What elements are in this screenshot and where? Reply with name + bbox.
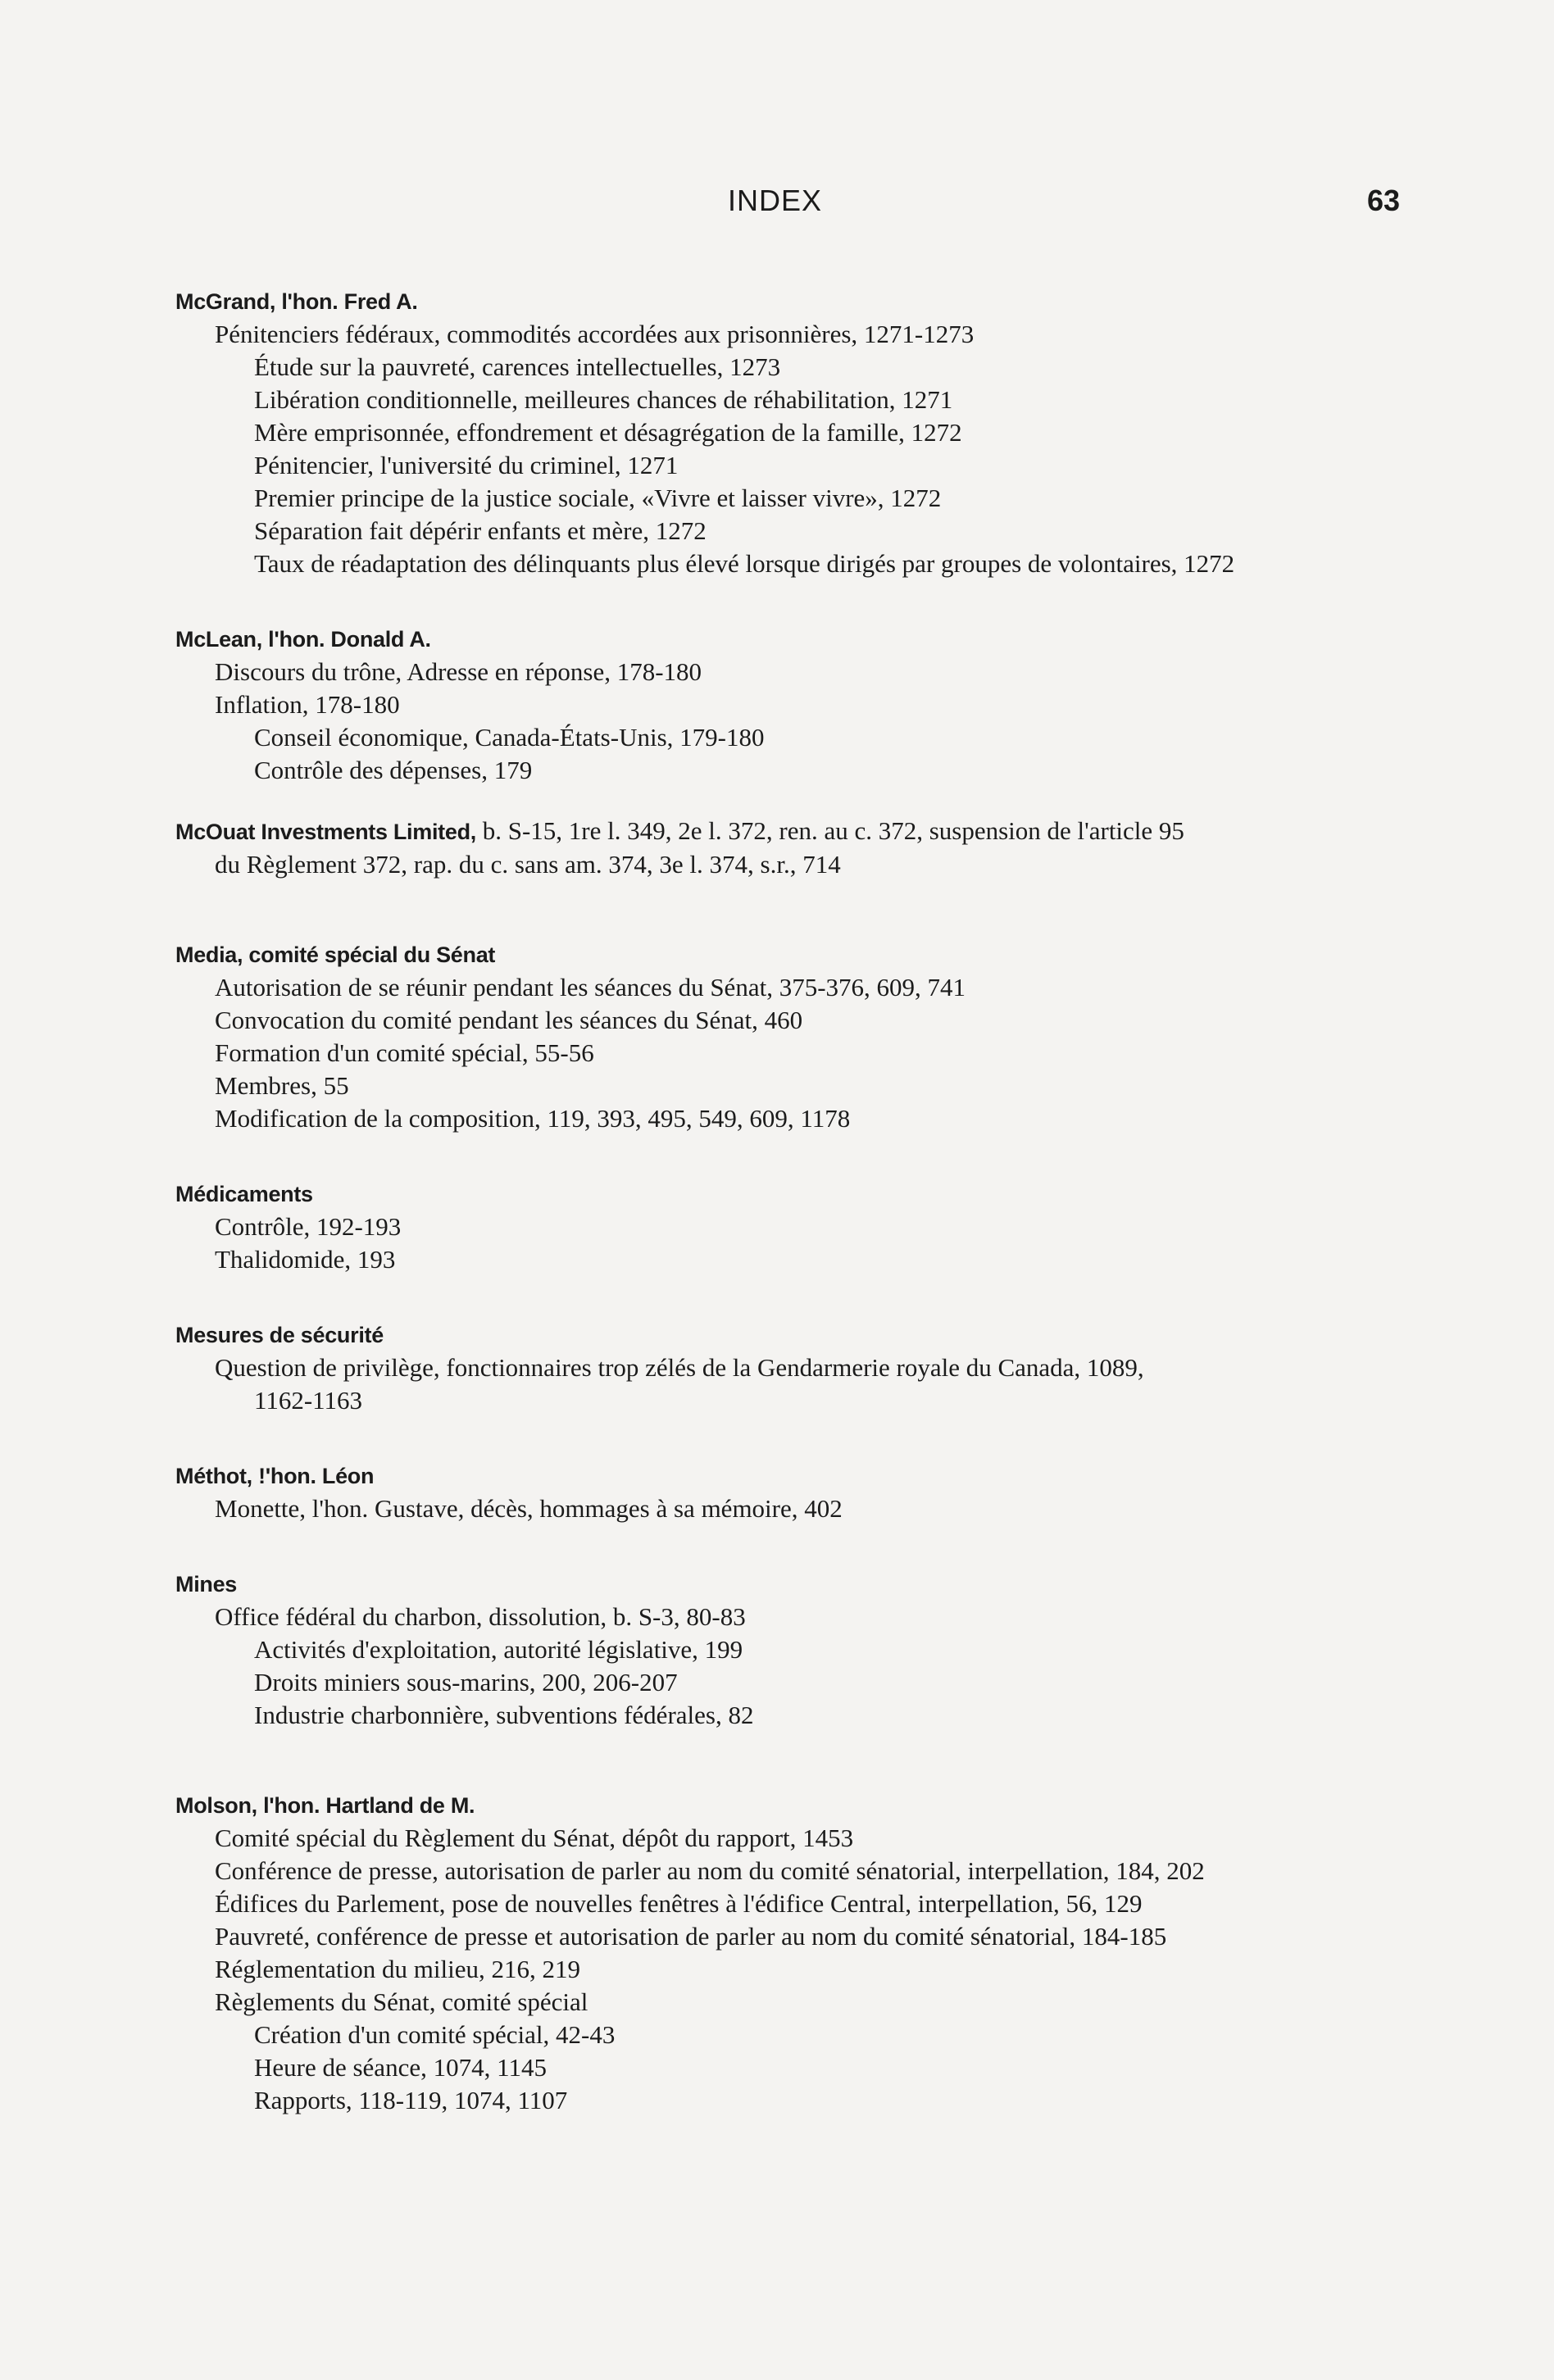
entry-subline: Séparation fait dépérir enfants et mère, 1272	[254, 516, 707, 545]
entry-line: Question de privilège, fonctionnaires trop zélés de la Gendarmerie royale du Canada, 1089,	[215, 1353, 1144, 1382]
entry-spacer	[175, 1135, 1454, 1178]
entry-line: Pauvreté, conférence de presse et autorisation de parler au nom du comité sénatorial, 184-185	[215, 1922, 1167, 1951]
entry-spacer	[175, 881, 1454, 938]
entry-line: Discours du trône, Adresse en réponse, 178-180	[215, 657, 702, 686]
entry-subline: Pénitencier, l'université du criminel, 1271	[254, 451, 679, 479]
entry-heading: McLean, l'hon. Donald A.	[175, 627, 431, 652]
index-entry-mines	[175, 1568, 1454, 1732]
entry-line: Monette, l'hon. Gustave, décès, hommages à sa mémoire, 402	[215, 1494, 843, 1523]
index-entry-media	[175, 938, 1454, 1135]
entry-subline: Rapports, 118-119, 1074, 1107	[254, 2086, 568, 2114]
entry-subline: Heure de séance, 1074, 1145	[254, 2053, 547, 2082]
index-entry-mcouat	[175, 815, 1454, 881]
index-entry-mcgrand	[175, 285, 1454, 580]
entry-subline: Étude sur la pauvreté, carences intellectuelles, 1273	[254, 352, 781, 381]
entry-heading: Mines	[175, 1572, 238, 1597]
entry-line: Contrôle, 192-193	[215, 1212, 402, 1241]
entry-line: Réglementation du milieu, 216, 219	[215, 1955, 580, 1983]
entry-spacer	[175, 787, 1454, 815]
entry-line: Modification de la composition, 119, 393, 495, 549, 609, 1178	[215, 1104, 851, 1133]
index-entry-medicaments	[175, 1178, 1454, 1276]
entry-subline: Libération conditionnelle, meilleures chances de réhabilitation, 1271	[254, 385, 953, 414]
entry-heading: Médicaments	[175, 1182, 313, 1206]
entry-continuation: du Règlement 372, rap. du c. sans am. 374, 3e l. 374, s.r., 714	[215, 850, 841, 879]
entry-spacer	[175, 580, 1454, 623]
entry-line: Règlements du Sénat, comité spécial	[215, 1987, 588, 2016]
entry-spacer	[175, 1732, 1454, 1789]
index-body	[175, 285, 1454, 2117]
entry-line: Formation d'un comité spécial, 55-56	[215, 1038, 594, 1067]
entry-continuation: 1162-1163	[254, 1386, 363, 1415]
entry-line: Autorisation de se réunir pendant les séances du Sénat, 375-376, 609, 741	[215, 973, 966, 1002]
entry-line: Office fédéral du charbon, dissolution, b. S-3, 80-83	[215, 1602, 746, 1631]
entry-line: Convocation du comité pendant les séances du Sénat, 460	[215, 1006, 803, 1034]
page-header	[0, 184, 1554, 225]
entry-subline: Conseil économique, Canada-États-Unis, 179-180	[254, 723, 765, 752]
entry-heading: Mesures de sécurité	[175, 1323, 384, 1347]
entry-subline: Mère emprisonnée, effondrement et désagrégation de la famille, 1272	[254, 418, 962, 447]
index-entry-mclean	[175, 623, 1454, 787]
entry-line: Membres, 55	[215, 1071, 349, 1100]
entry-subline: Taux de réadaptation des délinquants plus élevé lorsque dirigés par groupes de volontaires, 1272	[254, 549, 1235, 578]
page-number: 63	[1367, 184, 1401, 217]
entry-spacer	[175, 1276, 1454, 1319]
entry-subline: Création d'un comité spécial, 42-43	[254, 2020, 616, 2049]
index-entry-molson	[175, 1789, 1454, 2117]
entry-line: Édifices du Parlement, pose de nouvelles fenêtres à l'édifice Central, interpellation, 56, 129	[215, 1889, 1143, 1918]
entry-heading: Molson, l'hon. Hartland de M.	[175, 1793, 475, 1818]
entry-line: Pénitenciers fédéraux, commodités accordées aux prisonnières, 1271-1273	[215, 320, 975, 348]
entry-subline: Industrie charbonnière, subventions fédérales, 82	[254, 1701, 754, 1729]
entry-line: Thalidomide, 193	[215, 1245, 396, 1274]
entry-subline: Droits miniers sous-marins, 200, 206-207	[254, 1668, 678, 1696]
entry-heading: Méthot, !'hon. Léon	[175, 1464, 375, 1488]
entry-spacer	[175, 1525, 1454, 1568]
entry-heading: Media, comité spécial du Sénat	[175, 942, 496, 967]
entry-subline: Contrôle des dépenses, 179	[254, 756, 533, 784]
index-entry-methot	[175, 1460, 1454, 1525]
entry-subline: Activités d'exploitation, autorité législative, 199	[254, 1635, 743, 1664]
index-entry-mesures-securite	[175, 1319, 1454, 1417]
header-title: INDEX	[728, 184, 823, 217]
entry-line: Comité spécial du Règlement du Sénat, dépôt du rapport, 1453	[215, 1824, 854, 1852]
entry-heading: McOuat Investments Limited,	[175, 820, 476, 844]
entry-line: Inflation, 178-180	[215, 690, 400, 719]
entry-spacer	[175, 1417, 1454, 1460]
entry-inline-text: b. S-15, 1re l. 349, 2e l. 372, ren. au c. 372, suspension de l'article 95	[482, 816, 1184, 845]
entry-heading: McGrand, l'hon. Fred A.	[175, 289, 418, 314]
entry-subline: Premier principe de la justice sociale, «Vivre et laisser vivre», 1272	[254, 484, 942, 512]
entry-line: Conférence de presse, autorisation de parler au nom du comité sénatorial, interpellation, 184, 202	[215, 1856, 1205, 1885]
